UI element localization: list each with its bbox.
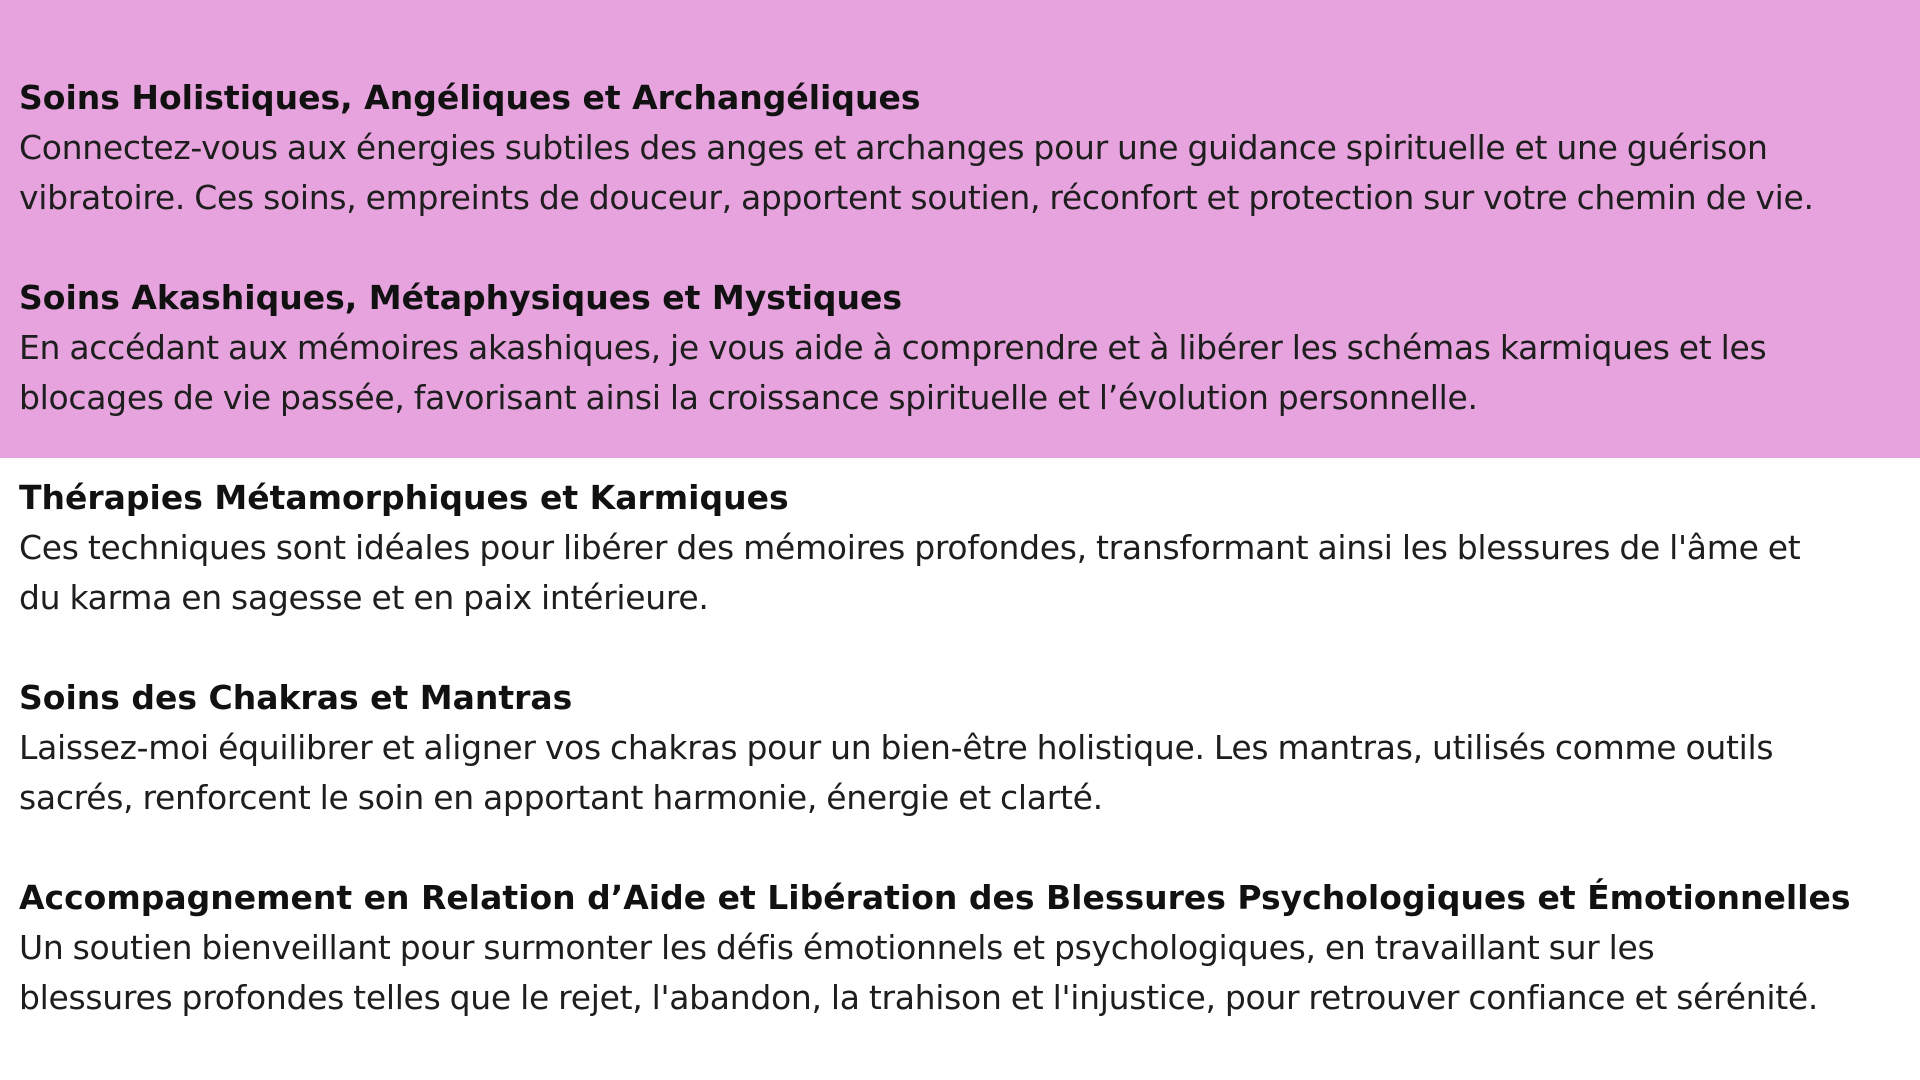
service-description-line: blessures profondes telles que le rejet, l'abandon, la trahison et l'injustice, pour retrouver confiance et sérénité. [19,978,1819,1017]
service-holistic-angelic [19,73,1914,223]
service-description-line: sacrés, renforcent le soin en apportant harmonie, énergie et clarté. [19,778,1103,817]
service-description-line: blocages de vie passée, favorisant ainsi la croissance spirituelle et l’évolution personnelle. [19,378,1478,417]
service-title: Soins Akashiques, Métaphysiques et Mystiques [19,278,903,317]
service-description-line: du karma en sagesse et en paix intérieure. [19,578,709,617]
service-description-line: vibratoire. Ces soins, empreints de douceur, apportent soutien, réconfort et protection sur votre chemin de vie. [19,178,1814,217]
service-title: Thérapies Métamorphiques et Karmiques [19,478,789,517]
service-title: Soins des Chakras et Mantras [19,678,573,717]
service-metamorphic-karmic [19,473,1914,623]
service-description-line: Un soutien bienveillant pour surmonter les défis émotionnels et psychologiques, en travaillant sur les [19,928,1655,967]
service-description-line: En accédant aux mémoires akashiques, je vous aide à comprendre et à libérer les schémas karmiques et les [19,328,1767,367]
service-relational-support [19,873,1914,1023]
service-title: Soins Holistiques, Angéliques et Archangéliques [19,78,921,117]
service-akashic-metaphysical [19,273,1914,423]
service-description-line: Connectez-vous aux énergies subtiles des anges et archanges pour une guidance spirituelle et une guérison [19,128,1768,167]
service-title: Accompagnement en Relation d’Aide et Libération des Blessures Psychologiques et Émotionnelles [19,878,1851,917]
service-chakras-mantras [19,673,1914,823]
service-description-line: Laissez-moi équilibrer et aligner vos chakras pour un bien-être holistique. Les mantras, utilisés comme outils [19,728,1774,767]
service-description-line: Ces techniques sont idéales pour libérer des mémoires profondes, transformant ainsi les blessures de l'âme et [19,528,1801,567]
